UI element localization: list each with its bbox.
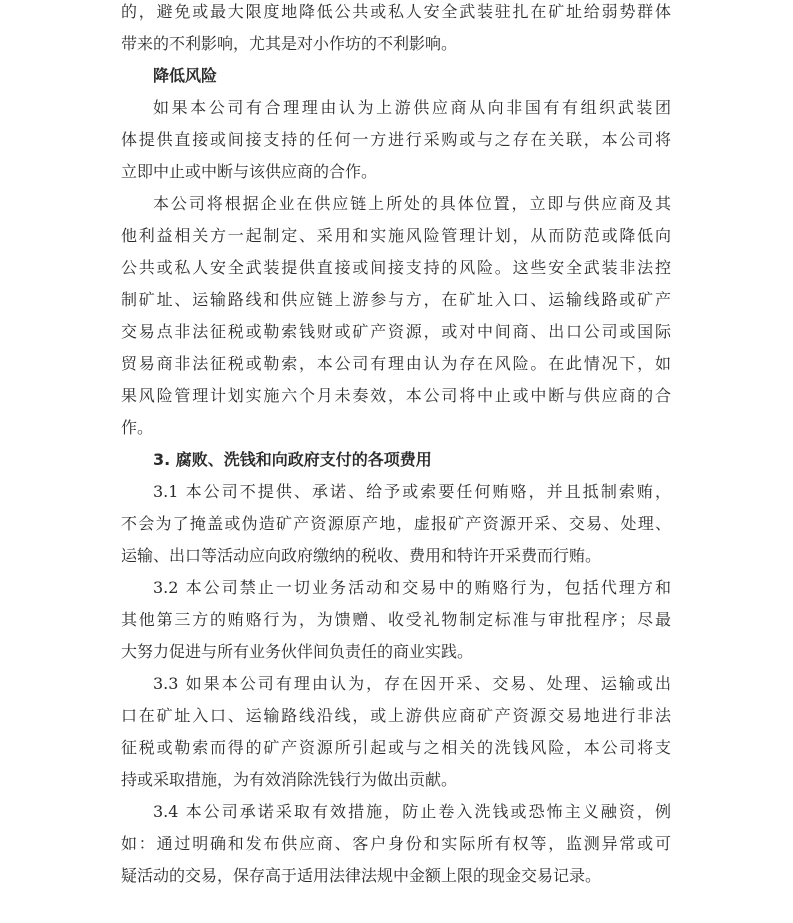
text-line: 3.4 本公司承诺采取有效措施，防止卷入洗钱或恐怖主义融资，例 (153, 802, 671, 821)
text-line: 3.3 如果本公司有理由认为，存在因开采、交易、处理、运输或出 (153, 674, 671, 693)
text-line: 运输、出口等活动应向政府缴纳的税收、费用和特许开采费而行贿。 (121, 546, 602, 565)
section-heading-risk: 降低风险 (153, 66, 218, 85)
risk-paragraph-2 (121, 188, 671, 444)
text-line: 3.1 本公司不提供、承诺、给予或索要任何贿赂，并且抵制索贿， (153, 482, 671, 501)
text-line: 他利益相关方一起制定、采用和实施风险管理计划，从而防范或降低向 (121, 226, 671, 245)
intro-paragraph (121, 0, 671, 60)
text-line: 贸易商非法征税或勒索，本公司有理由认为存在风险。在此情况下，如 (121, 354, 671, 373)
section-heading-3: 3. 腐败、洗钱和向政府支付的各项费用 (153, 450, 432, 469)
text-line: 如：通过明确和发布供应商、客户身份和实际所有权等，监测异常或可 (121, 834, 671, 853)
text-line: 果风险管理计划实施六个月未奏效，本公司将中止或中断与供应商的合 (121, 386, 671, 405)
text-line: 立即中止或中断与该供应商的合作。 (121, 162, 378, 181)
text-line: 大努力促进与所有业务伙伴间负责任的商业实践。 (121, 642, 474, 661)
text-line: 如果本公司有合理理由认为上游供应商从向非国有有组织武装团 (153, 98, 671, 117)
text-line: 的，避免或最大限度地降低公共或私人安全武装驻扎在矿址给弱势群体 (121, 2, 671, 21)
risk-paragraph-1 (121, 92, 671, 188)
text-line: 公共或私人安全武装提供直接或间接支持的风险。这些安全武装非法控 (121, 258, 671, 277)
text-line: 口在矿址入口、运输路线沿线，或上游供应商矿产资源交易地进行非法 (121, 706, 671, 725)
clause-3-4 (121, 796, 671, 892)
text-line: 体提供直接或间接支持的任何一方进行采购或与之存在关联，本公司将 (121, 130, 671, 149)
clause-3-2 (121, 572, 671, 668)
text-line: 作。 (121, 418, 154, 437)
clause-3-1 (121, 476, 671, 572)
text-line: 征税或勒索而得的矿产资源所引起或与之相关的洗钱风险，本公司将支 (121, 738, 671, 757)
text-line: 制矿址、运输路线和供应链上游参与方，在矿址入口、运输线路或矿产 (121, 290, 671, 309)
text-line: 疑活动的交易，保存高于适用法律法规中金额上限的现金交易记录。 (121, 866, 602, 885)
text-line: 其他第三方的贿赂行为，为馈赠、收受礼物制定标准与审批程序；尽最 (121, 610, 671, 629)
text-line: 持或采取措施，为有效消除洗钱行为做出贡献。 (121, 770, 458, 789)
text-line: 不会为了掩盖或伪造矿产资源原产地，虚报矿产资源开采、交易、处理、 (121, 514, 671, 533)
clause-3-3 (121, 668, 671, 796)
document-page (121, 0, 671, 892)
text-line: 本公司将根据企业在供应链上所处的具体位置，立即与供应商及其 (153, 194, 671, 213)
text-line: 交易点非法征税或勒索钱财或矿产资源，或对中间商、出口公司或国际 (121, 322, 671, 341)
text-line: 3.2 本公司禁止一切业务活动和交易中的贿赂行为，包括代理方和 (153, 578, 671, 597)
text-line: 带来的不利影响，尤其是对小作坊的不利影响。 (121, 34, 458, 53)
